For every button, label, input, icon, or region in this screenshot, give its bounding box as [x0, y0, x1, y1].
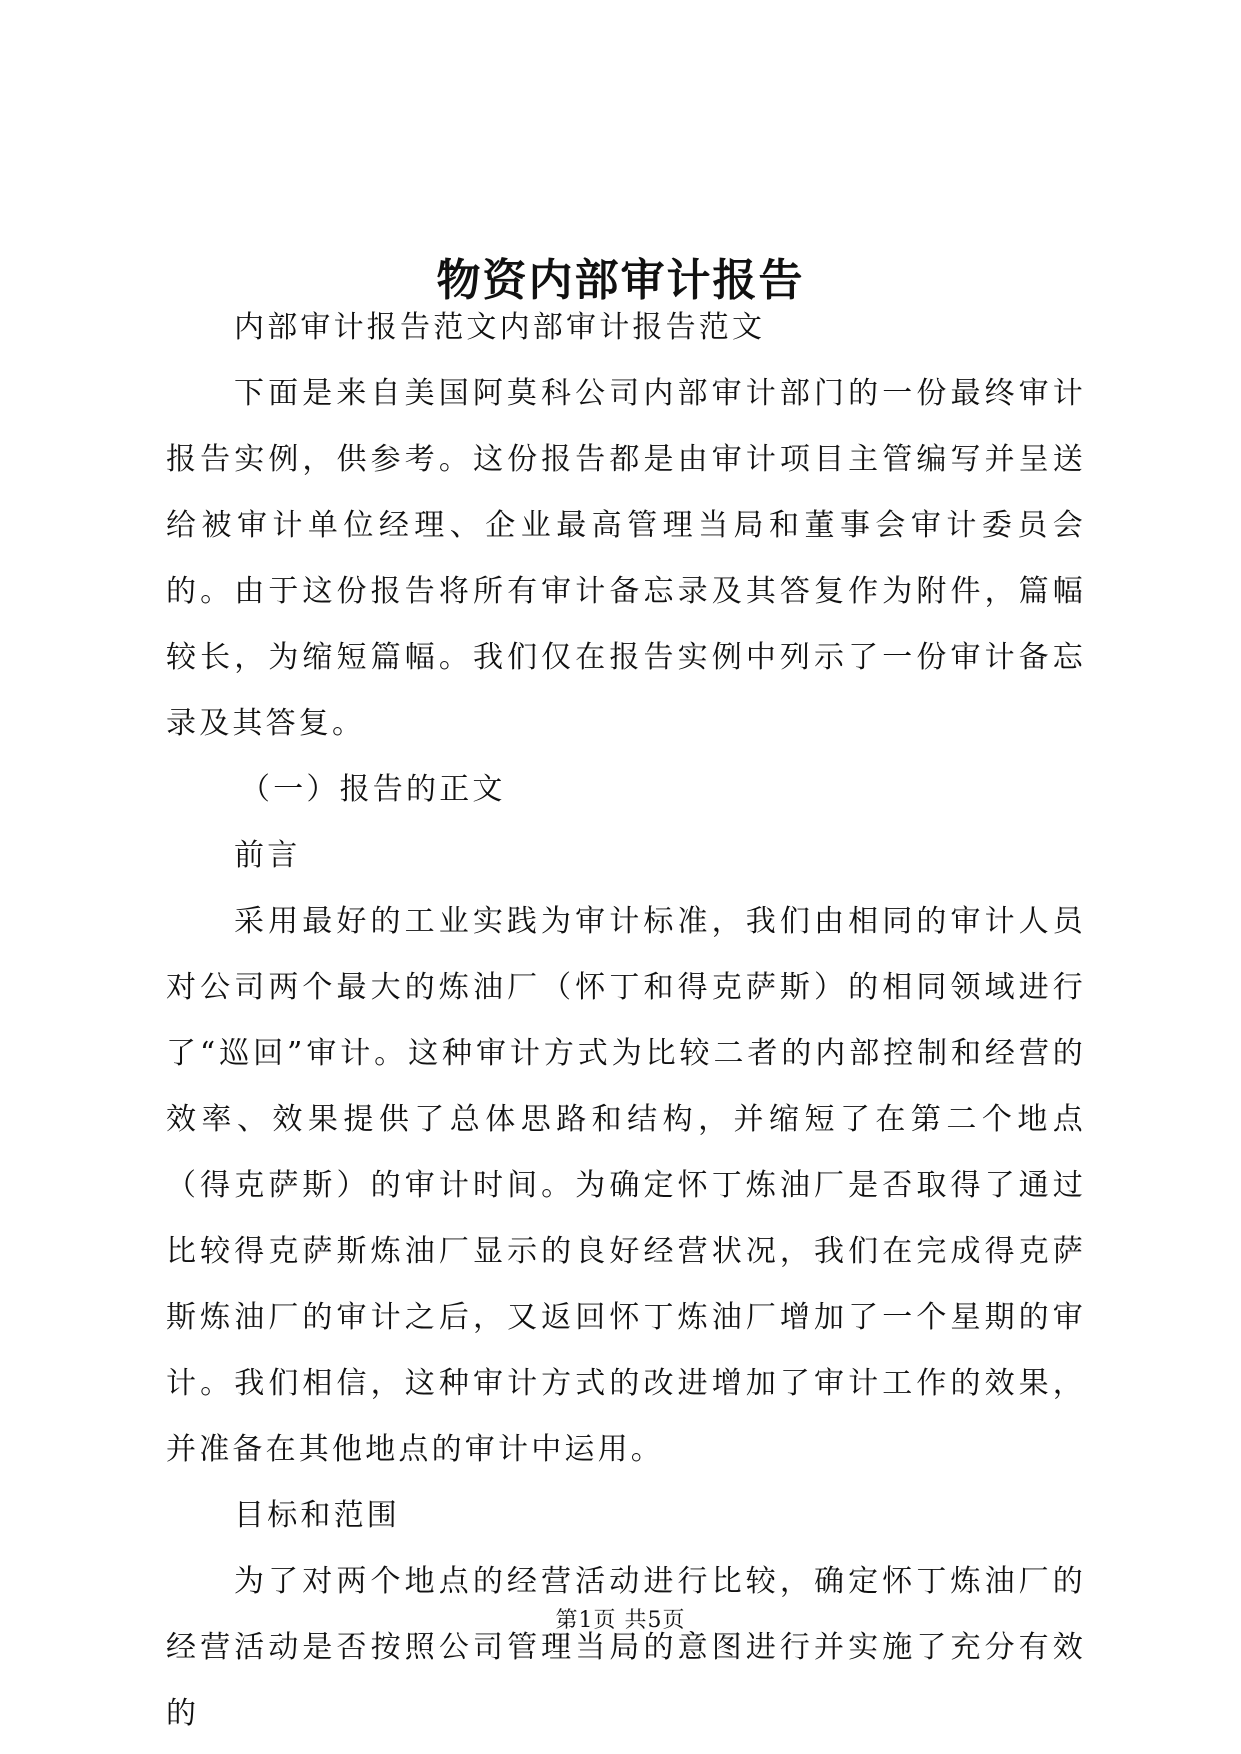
section-heading-report-body: （一）报告的正文 — [240, 772, 506, 807]
section-heading-objectives: 目标和范围 — [234, 1498, 400, 1533]
paragraph-intro: 下面是来自美国阿莫科公司内部审计部门的一份最终审计报告实例，供参考。这份报告都是由审计项目主管编写并呈送给被审计单位经理、企业最高管理当局和董事会审计委员会的。由于这份报告将所有审计备忘录及其答复作为附件，篇幅较长，为缩短篇幅。我们仅在报告实例中列示了一份审计备忘录及其答复。 — [166, 376, 1086, 741]
paragraph-preface: 采用最好的工业实践为审计标准，我们由相同的审计人员对公司两个最大的炼油厂（怀丁和得克萨斯）的相同领域进行了“巡回”审计。这种审计方式为比较二者的内部控制和经营的效率、效果提供了总体思路和结构，并缩短了在第二个地点（得克萨斯）的审计时间。为确定怀丁炼油厂是否取得了通过比较得克萨斯炼油厂显示的良好经营状况，我们在完成得克萨斯炼油厂的审计之后，又返回怀丁炼油厂增加了一个星期的审计。我们相信，这种审计方式的改进增加了审计工作的效果，并准备在其他地点的审计中运用。 — [166, 904, 1086, 1467]
document-body — [166, 295, 1086, 1747]
paragraph-subtitle: 内部审计报告范文内部审计报告范文 — [234, 310, 766, 345]
section-heading-preface: 前言 — [234, 838, 301, 873]
document-title: 物资内部审计报告 — [436, 255, 805, 307]
page-footer: 第1页 共5页 — [555, 1608, 686, 1633]
paragraph-objectives: 为了对两个地点的经营活动进行比较，确定怀丁炼油厂的经营活动是否按照公司管理当局的意图进行并实施了充分有效的 — [166, 1564, 1086, 1731]
